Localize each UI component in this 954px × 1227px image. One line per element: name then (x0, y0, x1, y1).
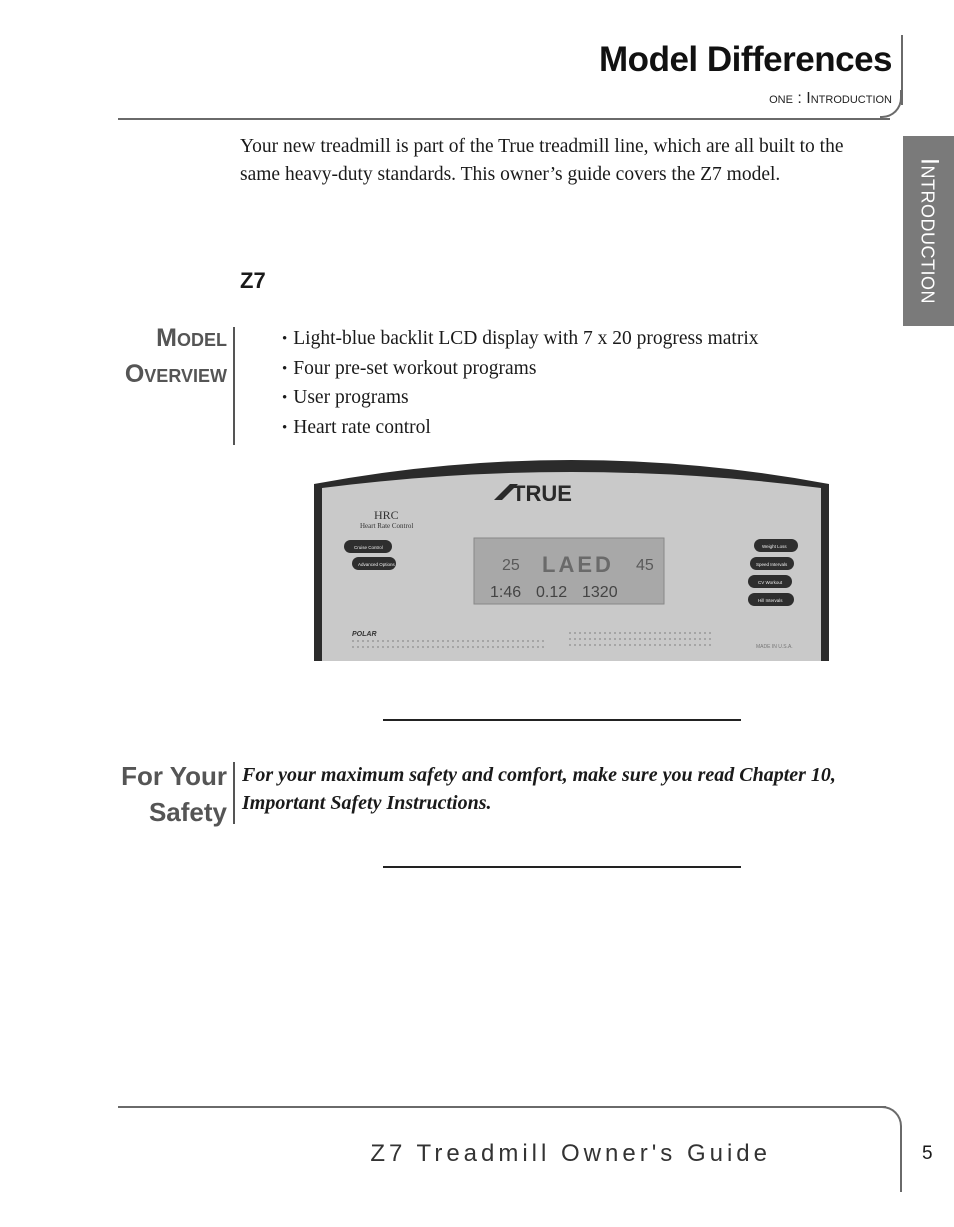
model-overview-heading (125, 320, 227, 392)
made-in-label: MADE IN U.S.A. (756, 644, 793, 650)
button-label: Speed Intervals (756, 562, 788, 567)
heading-line: Overview (124, 360, 227, 388)
safety-text: For your maximum safety and comfort, make sure you read Chapter 10, Important Safety Instructions. (242, 764, 836, 814)
feature-item: • Heart rate control (282, 414, 759, 444)
section-tab-label: Introduction (915, 158, 943, 304)
button-label: Advanced Options (358, 562, 395, 567)
safety-heading (121, 758, 227, 830)
lcd-calories: 1320 (582, 584, 618, 601)
brand-text: TRUE (512, 481, 572, 506)
footer-rule-vertical (900, 1130, 902, 1192)
hrc-title: HRC (374, 508, 399, 522)
page-title: Model Differences (599, 40, 892, 79)
model-heading: Z7 (240, 268, 266, 293)
safety-rule-top (383, 719, 741, 721)
button-label: Weight Loss (762, 544, 787, 549)
lcd-top-right: 45 (636, 557, 654, 574)
feature-item: • Light-blue backlit LCD display with 7 x 20 progress matrix (282, 325, 759, 355)
console-image (314, 448, 829, 661)
page-number: 5 (922, 1143, 933, 1164)
footer-rule (118, 1106, 886, 1108)
intro-paragraph: Your new treadmill is part of the True treadmill line, which are all built to the same heavy-duty standards. This owner’s guide covers the Z7 model. (240, 136, 844, 185)
header-rule-corner (880, 90, 902, 118)
footer-title: Z7 Treadmill Owner's Guide (370, 1140, 771, 1167)
safety-rule-bottom (383, 866, 741, 868)
lcd-distance: 0.12 (536, 584, 568, 601)
button-label: Hill Intervals (758, 598, 783, 603)
button-label: Cruise Control (354, 545, 383, 550)
lcd-matrix: LAED (542, 552, 614, 577)
feature-item: • User programs (282, 384, 759, 414)
overview-divider (233, 327, 235, 445)
polar-logo: POLAR (352, 631, 377, 638)
button-label: CV Workout (758, 580, 783, 585)
chapter-label: one : Introduction (769, 90, 892, 107)
heading-line: For Your (121, 761, 227, 791)
section-tab (903, 136, 954, 326)
footer-rule-corner (880, 1106, 902, 1134)
lcd-time: 1:46 (490, 584, 522, 601)
heading-line: Safety (148, 797, 227, 827)
feature-list (282, 325, 759, 443)
lcd-top-left: 25 (502, 557, 520, 574)
feature-item: • Four pre-set workout programs (282, 355, 759, 385)
heading-line: Model (156, 324, 227, 352)
header-rule (118, 118, 890, 120)
hrc-subtitle: Heart Rate Control (360, 522, 414, 530)
safety-divider (233, 762, 235, 824)
